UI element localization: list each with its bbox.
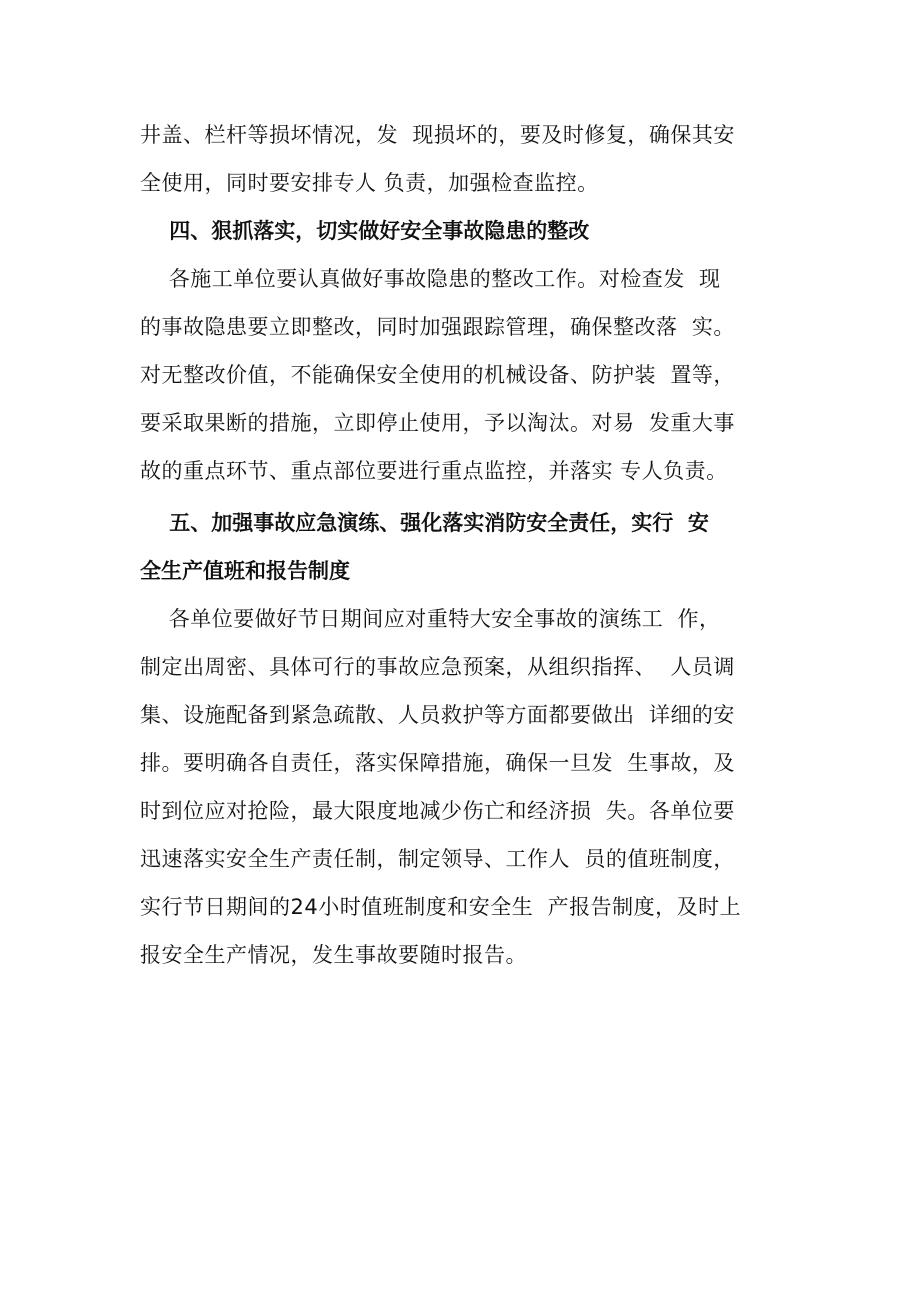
body-text-line: 排。要明确各自责任，落实保障措施，确保一旦发 生事故，及 — [140, 751, 735, 775]
body-text-line: 各施工单位要认真做好事故隐患的整改工作。对检查发 现 — [140, 267, 721, 291]
body-text-line: 制定出周密、具体可行的事故应急预案，从组织指挥、 人员调 — [140, 655, 735, 679]
body-text-line: 时到位应对抢险，最大限度地减少伤亡和经济损 失。各单位要 — [140, 799, 735, 823]
section-heading-5: 全生产值班和报告制度 — [140, 559, 350, 583]
body-text-line: 对无整改价值，不能确保安全使用的机械设备、防护装 置等， — [140, 363, 735, 387]
body-text-line: 报安全生产情况，发生事故要随时报告。 — [140, 943, 527, 967]
body-text-line: 要采取果断的措施，立即停止使用，予以淘汰。对易 发重大事 — [140, 411, 735, 435]
section-heading-5: 五、加强事故应急演练、强化落实消防安全责任，实行 安 — [140, 511, 709, 535]
body-text-line: 井盖、栏杆等损坏情况，发 现损坏的，要及时修复，确保其安 — [140, 123, 735, 147]
body-text-line: 故的重点环节、重点部位要进行重点监控，并落实 专人负责。 — [140, 459, 728, 483]
body-text-line: 全使用，同时要安排专人 负责，加强检查监控。 — [140, 171, 599, 195]
body-text-line: 的事故隐患要立即整改，同时加强跟踪管理，确保整改落 实。 — [140, 315, 735, 339]
body-text-line: 实行节日期间的24小时值班制度和安全生 产报告制度，及时上 — [140, 895, 742, 919]
section-heading-4: 四、狠抓落实，切实做好安全事故隐患的整改 — [140, 219, 590, 243]
body-text-line: 迅速落实安全生产责任制，制定领导、工作人 员的值班制度， — [140, 847, 735, 871]
body-text-line: 各单位要做好节日期间应对重特大安全事故的演练工 作， — [140, 607, 721, 631]
body-text-line: 集、设施配备到紧急疏散、人员救护等方面都要做出 详细的安 — [140, 703, 735, 727]
